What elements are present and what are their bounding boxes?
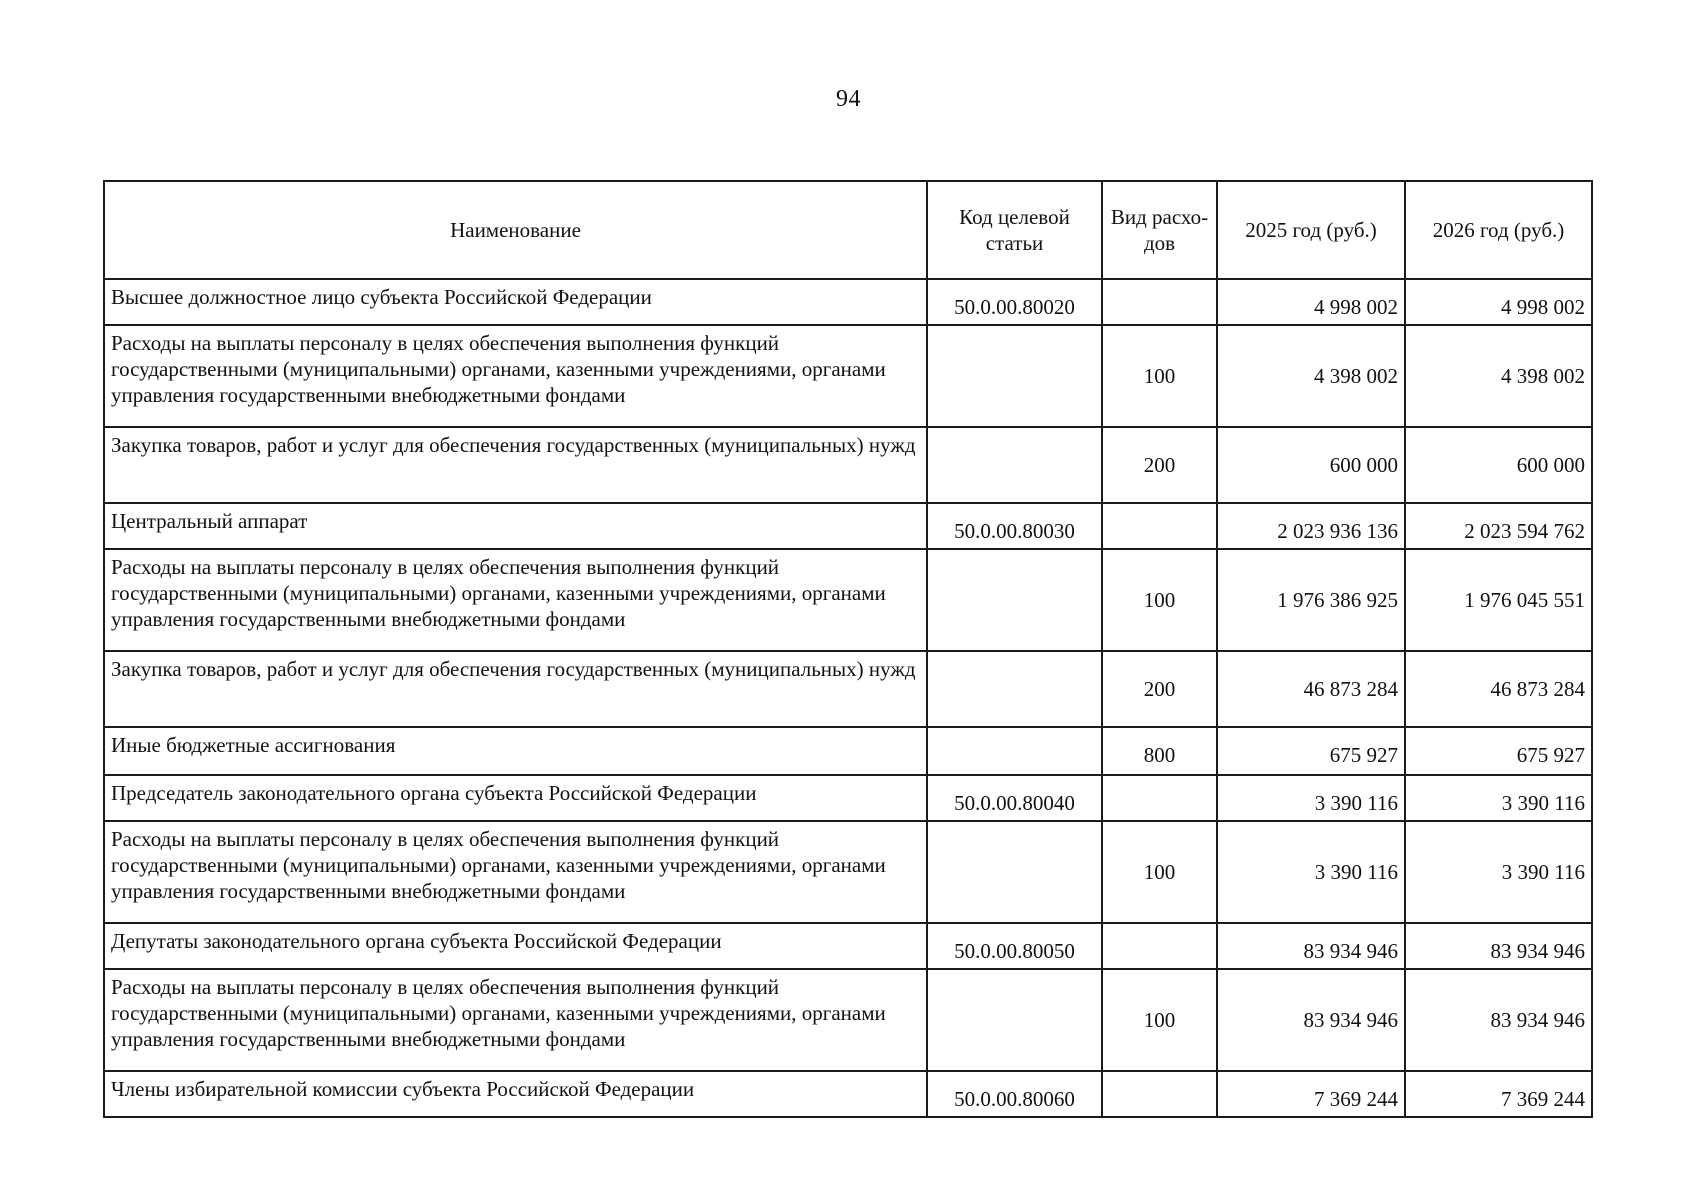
row-value-2026: 600 000 <box>1405 427 1592 503</box>
row-value-2025: 675 927 <box>1217 727 1405 775</box>
header-name: Наименование <box>104 181 927 279</box>
row-code <box>927 727 1102 775</box>
row-name: Расходы на выплаты персоналу в целях обеспечения выполнения функций государственными (муниципальными) органами, казенными учреждениями, органами управления государственными внебюджетными фондами <box>104 549 927 651</box>
row-name: Закупка товаров, работ и услуг для обеспечения государственных (муниципальных) нужд <box>104 651 927 727</box>
row-code: 50.0.00.80060 <box>927 1071 1102 1117</box>
row-code <box>927 821 1102 923</box>
header-year-2025: 2025 год (руб.) <box>1217 181 1405 279</box>
row-code <box>927 651 1102 727</box>
row-value-2025: 600 000 <box>1217 427 1405 503</box>
row-value-2026: 675 927 <box>1405 727 1592 775</box>
row-name: Члены избирательной комиссии субъекта Российской Федерации <box>104 1071 927 1117</box>
row-value-2025: 3 390 116 <box>1217 775 1405 821</box>
row-name: Высшее должностное лицо субъекта Российской Федерации <box>104 279 927 325</box>
row-value-2025: 4 998 002 <box>1217 279 1405 325</box>
row-code: 50.0.00.80050 <box>927 923 1102 969</box>
row-value-2026: 1 976 045 551 <box>1405 549 1592 651</box>
row-name: Депутаты законодательного органа субъекта Российской Федерации <box>104 923 927 969</box>
row-value-2025: 83 934 946 <box>1217 969 1405 1071</box>
table-row <box>104 727 1592 775</box>
row-expense-type: 100 <box>1102 821 1217 923</box>
table-row <box>104 549 1592 651</box>
row-value-2026: 3 390 116 <box>1405 821 1592 923</box>
row-code <box>927 549 1102 651</box>
row-name: Председатель законодательного органа субъекта Российской Федерации <box>104 775 927 821</box>
row-expense-type: 100 <box>1102 325 1217 427</box>
row-value-2025: 83 934 946 <box>1217 923 1405 969</box>
row-value-2025: 3 390 116 <box>1217 821 1405 923</box>
table-row <box>104 427 1592 503</box>
row-name: Расходы на выплаты персоналу в целях обеспечения выполнения функций государственными (муниципальными) органами, казенными учреждениями, органами управления государственными внебюджетными фондами <box>104 821 927 923</box>
row-name: Расходы на выплаты персоналу в целях обеспечения выполнения функций государственными (муниципальными) органами, казенными учреждениями, органами управления государственными внебюджетными фондами <box>104 325 927 427</box>
row-value-2025: 1 976 386 925 <box>1217 549 1405 651</box>
row-expense-type: 800 <box>1102 727 1217 775</box>
table-row <box>104 775 1592 821</box>
row-name: Центральный аппарат <box>104 503 927 549</box>
row-expense-type: 100 <box>1102 549 1217 651</box>
header-expense-type: Вид расхо- дов <box>1102 181 1217 279</box>
row-value-2025: 7 369 244 <box>1217 1071 1405 1117</box>
budget-table <box>103 180 1593 1118</box>
table-row <box>104 1071 1592 1117</box>
row-code <box>927 969 1102 1071</box>
row-name: Иные бюджетные ассигнования <box>104 727 927 775</box>
row-expense-type: 100 <box>1102 969 1217 1071</box>
row-code: 50.0.00.80040 <box>927 775 1102 821</box>
table-row <box>104 651 1592 727</box>
row-value-2026: 46 873 284 <box>1405 651 1592 727</box>
row-expense-type <box>1102 1071 1217 1117</box>
row-value-2026: 83 934 946 <box>1405 923 1592 969</box>
table-row <box>104 325 1592 427</box>
table-row <box>104 923 1592 969</box>
row-value-2026: 4 398 002 <box>1405 325 1592 427</box>
row-code <box>927 427 1102 503</box>
header-code: Код целевой статьи <box>927 181 1102 279</box>
row-value-2025: 2 023 936 136 <box>1217 503 1405 549</box>
row-value-2026: 3 390 116 <box>1405 775 1592 821</box>
row-expense-type: 200 <box>1102 651 1217 727</box>
row-value-2026: 7 369 244 <box>1405 1071 1592 1117</box>
row-code <box>927 325 1102 427</box>
row-value-2025: 46 873 284 <box>1217 651 1405 727</box>
row-value-2026: 83 934 946 <box>1405 969 1592 1071</box>
header-year-2026: 2026 год (руб.) <box>1405 181 1592 279</box>
row-value-2026: 2 023 594 762 <box>1405 503 1592 549</box>
table-header-row <box>104 181 1592 279</box>
table-row <box>104 821 1592 923</box>
row-name: Расходы на выплаты персоналу в целях обеспечения выполнения функций государственными (муниципальными) органами, казенными учреждениями, органами управления государственными внебюджетными фондами <box>104 969 927 1071</box>
row-expense-type <box>1102 923 1217 969</box>
row-name: Закупка товаров, работ и услуг для обеспечения государственных (муниципальных) нужд <box>104 427 927 503</box>
row-code: 50.0.00.80020 <box>927 279 1102 325</box>
row-value-2026: 4 998 002 <box>1405 279 1592 325</box>
row-expense-type <box>1102 503 1217 549</box>
table-row <box>104 279 1592 325</box>
row-value-2025: 4 398 002 <box>1217 325 1405 427</box>
table-row <box>104 969 1592 1071</box>
row-code: 50.0.00.80030 <box>927 503 1102 549</box>
table-row <box>104 503 1592 549</box>
row-expense-type: 200 <box>1102 427 1217 503</box>
row-expense-type <box>1102 775 1217 821</box>
row-expense-type <box>1102 279 1217 325</box>
page-number: 94 <box>836 86 861 112</box>
